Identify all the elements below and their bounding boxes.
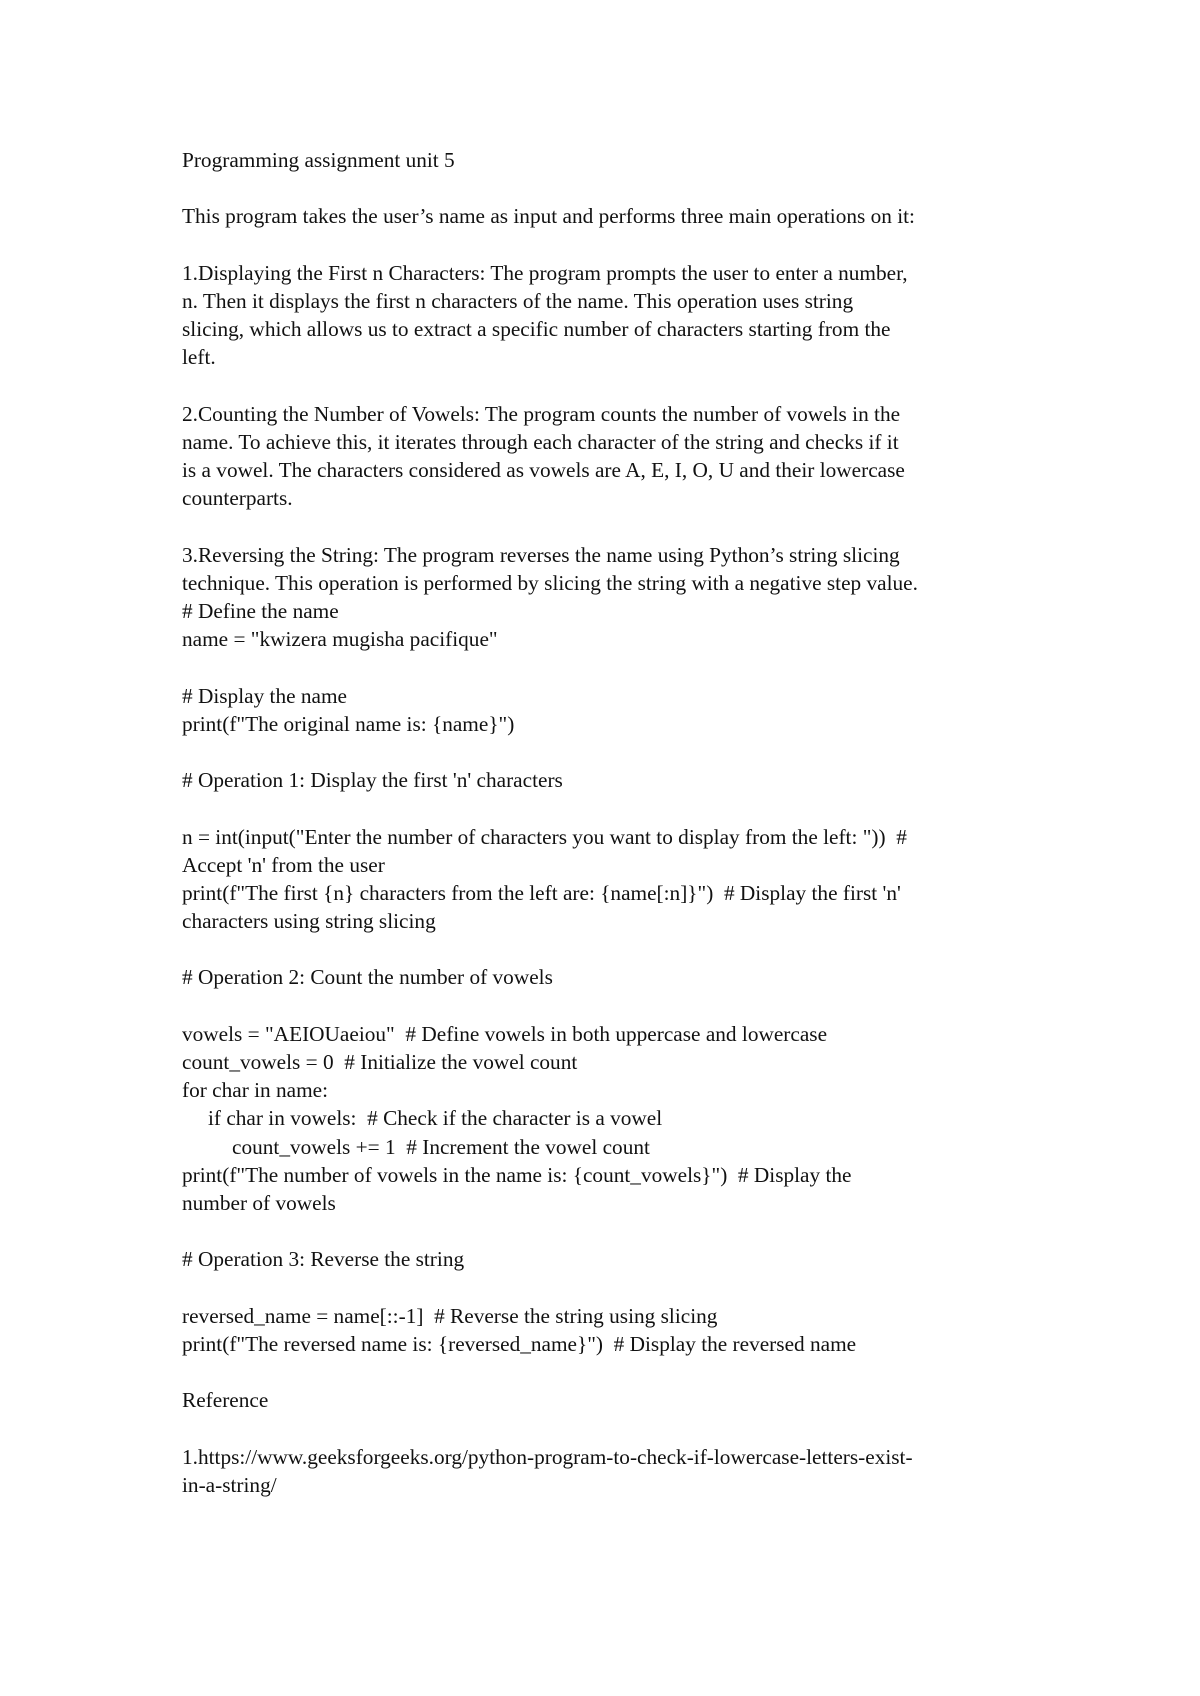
spacer	[182, 1217, 1042, 1245]
section3-line: technique. This operation is performed by slicing the string with a negative step value.	[182, 570, 918, 595]
spacer	[182, 174, 1042, 202]
reference-heading: Reference	[182, 1388, 269, 1413]
code-comment: # Define the name	[182, 599, 339, 623]
spacer	[182, 1274, 1042, 1302]
spacer	[182, 738, 1042, 766]
code-line: if char in vowels: # Check if the character is a vowel	[208, 1106, 663, 1131]
code-line: name = "kwizera mugisha pacifique"	[182, 627, 498, 652]
spacer	[182, 512, 1042, 540]
code-comment: # Operation 1: Display the first 'n' characters	[182, 768, 563, 793]
code-comment: # Operation 3: Reverse the string	[182, 1247, 465, 1272]
code-line: characters using string slicing	[182, 909, 436, 934]
spacer	[182, 372, 1042, 400]
code-comment: # Display the name	[182, 683, 348, 708]
code-line: print(f"The number of vowels in the name is: {count_vowels}") # Display the	[182, 1162, 852, 1187]
section3-line: 3.Reversing the String: The program reverses the name using Python’s string slicing	[182, 542, 900, 567]
code-line: print(f"The first {n} characters from the left are: {name[:n]}") # Display the first 'n'	[182, 880, 901, 905]
spacer	[182, 653, 1042, 681]
spacer	[182, 1358, 1042, 1386]
spacer	[182, 231, 1042, 259]
reference-link[interactable]: in-a-string/	[182, 1472, 277, 1497]
section1-line: n. Then it displays the first n characters of the name. This operation uses string	[182, 288, 854, 313]
section2-line: is a vowel. The characters considered as vowels are A, E, I, O, U and their lowercase	[182, 458, 905, 483]
reference-link[interactable]: 1.https://www.geeksforgeeks.org/python-program-to-check-if-lowercase-letters-exist-	[182, 1444, 913, 1469]
code-line: count_vowels = 0 # Initialize the vowel count	[182, 1050, 578, 1074]
document-title: Programming assignment unit 5	[182, 148, 455, 172]
code-line: for char in name:	[182, 1078, 329, 1103]
spacer	[182, 794, 1042, 822]
section2-line: name. To achieve this, it iterates through each character of the string and checks if it	[182, 429, 899, 454]
section2-line: counterparts.	[182, 486, 293, 511]
document-body	[182, 146, 1042, 1499]
section2-line: 2.Counting the Number of Vowels: The program counts the number of vowels in the	[182, 401, 901, 426]
spacer	[182, 992, 1042, 1020]
code-line: n = int(input("Enter the number of characters you want to display from the left: ")) #	[182, 824, 907, 849]
section1-line: left.	[182, 345, 216, 370]
code-line: print(f"The reversed name is: {reversed_name}") # Display the reversed name	[182, 1331, 857, 1356]
code-line: count_vowels += 1 # Increment the vowel count	[232, 1134, 650, 1159]
code-line: number of vowels	[182, 1190, 336, 1215]
code-line: vowels = "AEIOUaeiou" # Define vowels in both uppercase and lowercase	[182, 1021, 828, 1046]
intro-paragraph: This program takes the user’s name as input and performs three main operations on it:	[182, 204, 915, 229]
spacer	[182, 935, 1042, 963]
code-line: reversed_name = name[::-1] # Reverse the string using slicing	[182, 1303, 718, 1328]
section1-line: 1.Displaying the First n Characters: The program prompts the user to enter a number,	[182, 260, 908, 285]
section1-line: slicing, which allows us to extract a specific number of characters starting from the	[182, 317, 891, 342]
spacer	[182, 1414, 1042, 1442]
code-line: Accept 'n' from the user	[182, 852, 385, 877]
code-line: print(f"The original name is: {name}")	[182, 711, 515, 736]
code-comment: # Operation 2: Count the number of vowels	[182, 965, 553, 990]
